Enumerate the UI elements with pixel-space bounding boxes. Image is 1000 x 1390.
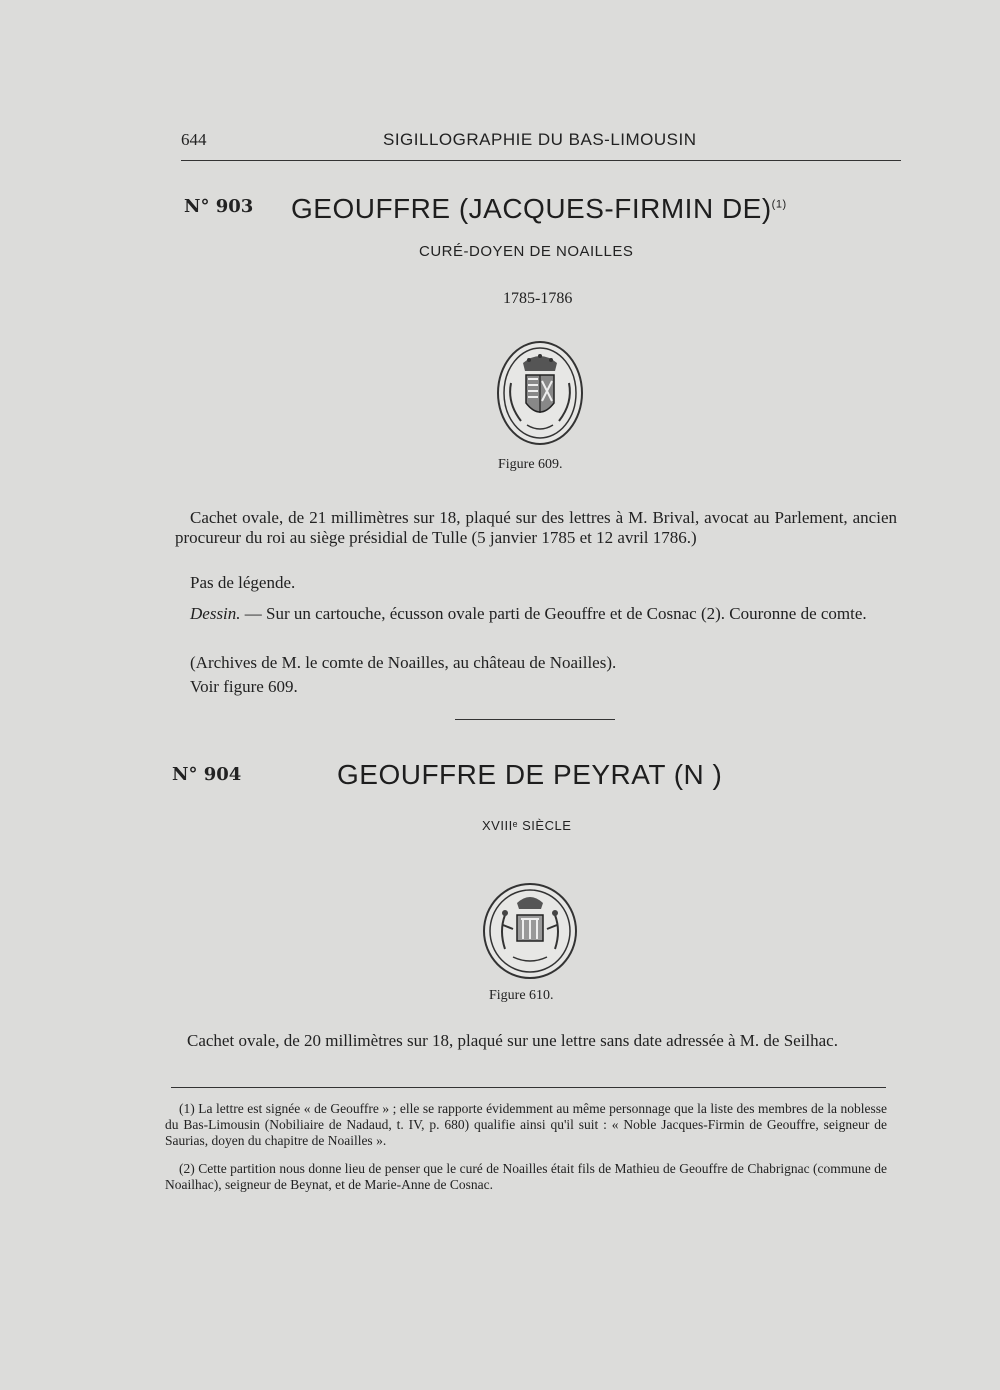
entry-number-prefix: N°	[184, 196, 210, 217]
entry-number-903	[184, 196, 253, 217]
entry-number-value: 903	[215, 196, 254, 217]
paragraph-description-904: Cachet ovale, de 20 millimètres sur 18, plaqué sur une lettre sans date adressée à M. de Seilhac.	[187, 1031, 838, 1050]
paragraph-text: Cachet ovale, de 21 millimètres sur 18, plaqué sur des lettres à M. Brival, avocat au Parlement, ancien procureur du roi au siège présidial de Tulle (5 janvier 1785 et 12 avril 1786.)	[175, 508, 897, 547]
paragraph-label: Dessin.	[190, 604, 241, 623]
entry-dates-903: 1785-1786	[503, 290, 573, 307]
figure-caption-609: Figure 609.	[498, 457, 563, 472]
footnote-ref-1: (1)	[771, 198, 787, 211]
header-rule	[181, 160, 901, 161]
seal-609-drawing	[499, 343, 581, 443]
entry-subtitle-903: CURÉ-DOYEN DE NOAILLES	[419, 243, 634, 260]
footnote-1: (1) La lettre est signée « de Geouffre » ; elle se rapporte évidemment au même personnage que la liste des membres de la noblesse du Bas-Limousin (Nobiliaire de Nadaud, t. IV, p. 680) qualifie ainsi qu'il suit : « Noble Jacques-Firmin de Geouffre, seigneur de Saurias, doyen du chapitre de Noailles ».	[165, 1101, 887, 1148]
running-title: SIGILLOGRAPHIE DU BAS-LIMOUSIN	[383, 130, 697, 149]
page-number: 644	[181, 130, 207, 149]
entry-title-text: GEOUFFRE (JACQUES-FIRMIN DE)	[291, 193, 772, 224]
paragraph-drawing-903	[175, 604, 897, 624]
paragraph-archives-903: (Archives de M. le comte de Noailles, au château de Noailles).	[190, 653, 617, 672]
entry-number-value: 904	[203, 764, 242, 785]
figure-caption-610: Figure 610.	[489, 988, 554, 1003]
paragraph-description-903	[175, 508, 897, 548]
seal-610-drawing	[485, 885, 575, 977]
paragraph-legend-903: Pas de légende.	[190, 573, 296, 592]
paragraph-text: — Sur un cartouche, écusson ovale parti de Geouffre et de Cosnac (2). Couronne de comte.	[240, 604, 867, 623]
seal-figure-609	[497, 341, 583, 445]
footnote-2: (2) Cette partition nous donne lieu de penser que le curé de Noailles était fils de Mathieu de Geouffre de Chabrignac (commune de Noailhac), seigneur de Beynat, et de Marie-Anne de Cosnac.	[165, 1161, 887, 1192]
section-separator	[455, 719, 615, 720]
paragraph-see-figure-903: Voir figure 609.	[190, 677, 298, 696]
entry-number-prefix: N°	[172, 764, 198, 785]
entry-subtitle-904: XVIIIᵉ SIÈCLE	[482, 818, 572, 833]
entry-title-903	[291, 193, 787, 225]
footnote-rule	[171, 1087, 886, 1088]
seal-figure-610	[483, 883, 577, 979]
entry-number-904	[172, 764, 241, 785]
entry-title-904: GEOUFFRE DE PEYRAT (N )	[337, 759, 723, 790]
